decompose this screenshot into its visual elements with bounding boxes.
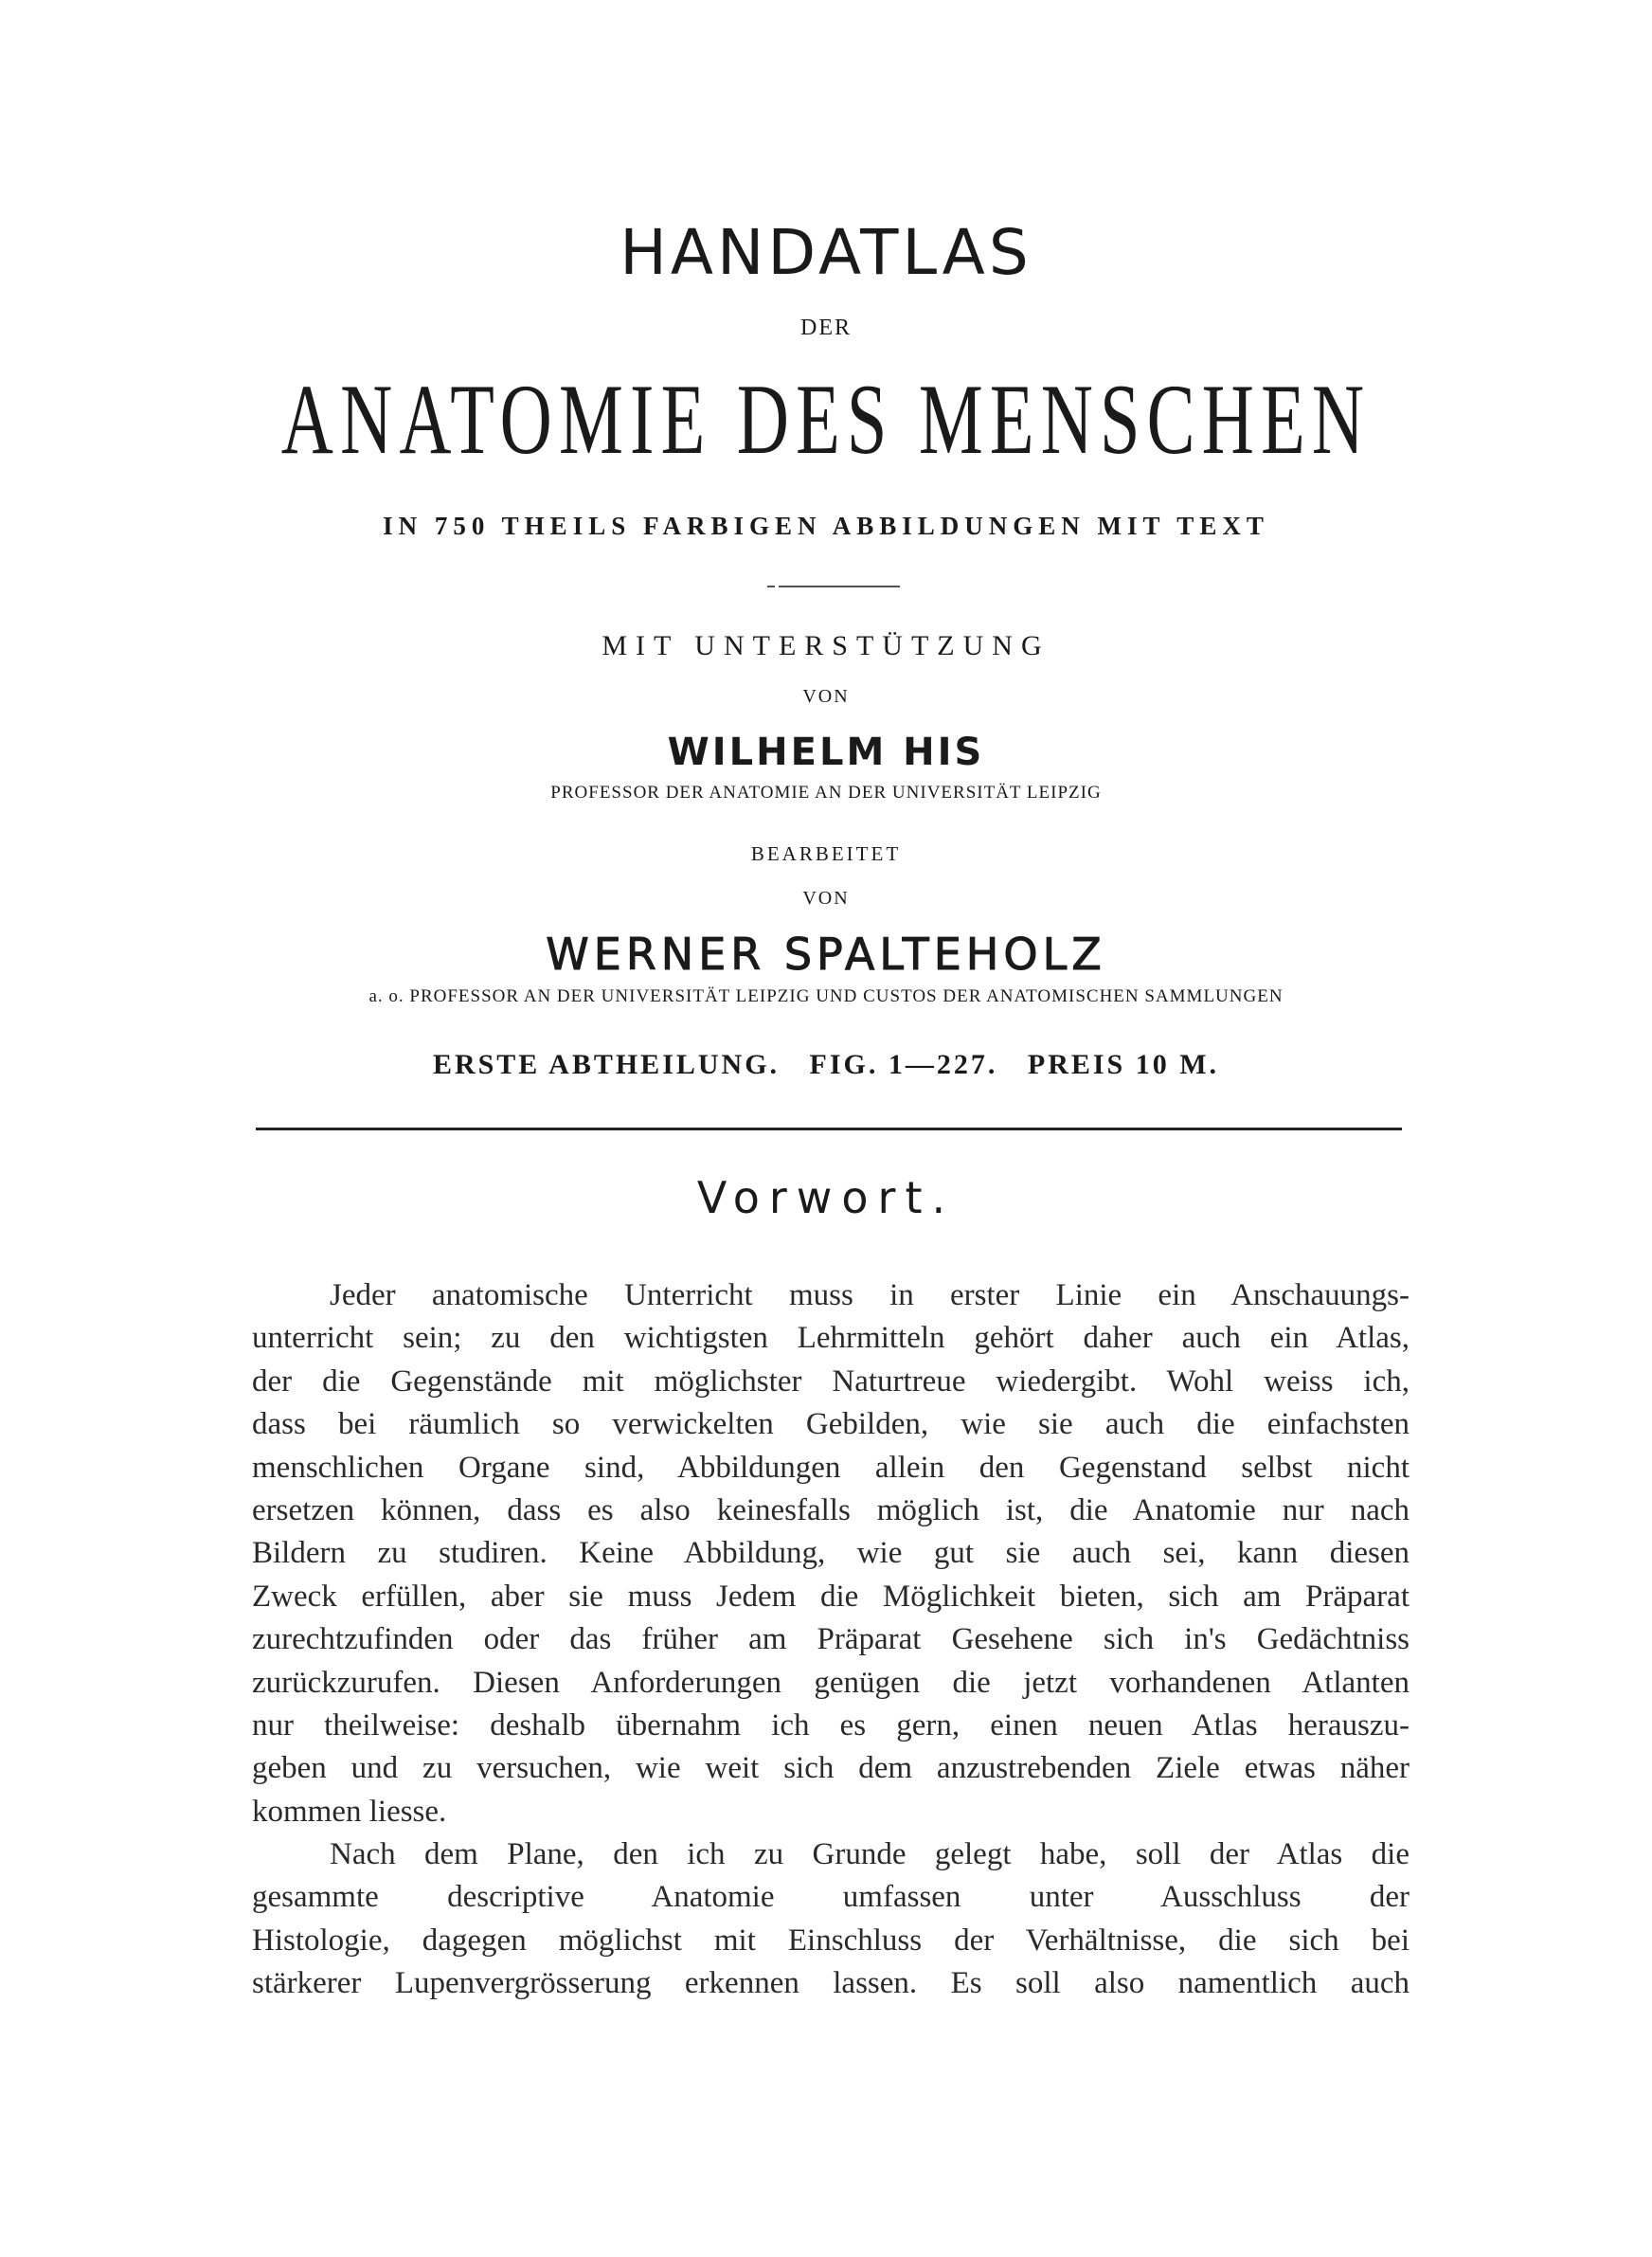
short-divider-dash <box>767 586 775 587</box>
von-label-2: VON <box>802 888 850 909</box>
author-his: WILHELM HIS <box>667 731 985 774</box>
subtitle: IN 750 THEILS FARBIGEN ABBILDUNGEN MIT TEXT <box>383 512 1269 540</box>
text-line: ersetzen können, dass es also keinesfalls möglich ist, die Anatomie nur nach <box>252 1492 1410 1527</box>
text-line: Nach dem Plane, den ich zu Grunde gelegt habe, soll der Atlas die <box>330 1837 1410 1871</box>
text-line: gesammte descriptive Anatomie umfassen unter Ausschluss der <box>252 1880 1410 1915</box>
text-line: Zweck erfüllen, aber sie muss Jedem die Möglichkeit bieten, sich am Präparat <box>252 1579 1410 1614</box>
text-line: unterricht sein; zu den wichtigsten Lehrmitteln gehört daher auch ein Atlas, <box>252 1321 1410 1356</box>
preface-heading: Vorwort. <box>696 1172 956 1223</box>
text-line: Histologie, dagegen möglichst mit Einschluss der Verhältnisse, die sich bei <box>252 1923 1410 1958</box>
main-title: ANATOMIE DES MENSCHEN <box>280 364 1372 475</box>
text-line: dass bei räumlich so verwickelten Gebilden, wie sie auch die einfachsten <box>252 1407 1410 1442</box>
text-line: zurückzurufen. Diesen Anforderungen genügen die jetzt vorhandenen Atlanten <box>252 1665 1410 1700</box>
bearbeitet-label: BEARBEITET <box>750 842 902 865</box>
text-line: menschlichen Organe sind, Abbildungen allein den Gegenstand selbst nicht <box>252 1450 1410 1485</box>
author-his-affiliation: PROFESSOR DER ANATOMIE AN DER UNIVERSITÄT LEIPZIG <box>550 783 1102 803</box>
text-line: Jeder anatomische Unterricht muss in erster Linie ein Anschauungs- <box>330 1278 1410 1312</box>
title-der: DER <box>800 316 852 340</box>
edition-line: ERSTE ABTHEILUNG. FIG. 1—227. PREIS 10 M. <box>432 1049 1220 1080</box>
section-divider <box>256 1128 1402 1130</box>
preface-paragraph-1 <box>252 1274 1410 1833</box>
support-line: MIT UNTERSTÜTZUNG <box>602 630 1050 661</box>
short-divider <box>779 586 900 587</box>
text-line: nur theilweise: deshalb übernahm ich es gern, einen neuen Atlas herauszu- <box>252 1707 1410 1742</box>
text-line: der die Gegenstände mit möglichster Naturtreue wiedergibt. Wohl weiss ich, <box>252 1363 1410 1399</box>
text-line: Bildern zu studiren. Keine Abbildung, wie gut sie auch sei, kann diesen <box>252 1536 1410 1571</box>
author-spalteholz: WERNER SPALTEHOLZ <box>546 929 1106 980</box>
von-label-1: VON <box>802 686 850 707</box>
author-spalteholz-affiliation: a. o. PROFESSOR AN DER UNIVERSITÄT LEIPZIG UND CUSTOS DER ANATOMISCHEN SAMMLUNGEN <box>368 986 1284 1006</box>
title-handatlas: HANDATLAS <box>620 216 1032 289</box>
preface-paragraph-2 <box>252 1833 1410 2006</box>
text-line: zurechtzufinden oder das früher am Präparat Gesehene sich in's Gedächtniss <box>252 1622 1410 1657</box>
text-line: geben und zu versuchen, wie weit sich dem anzustrebenden Ziele etwas näher <box>252 1751 1410 1786</box>
text-line: kommen liesse. <box>252 1794 447 1829</box>
text-line: stärkerer Lupenvergrösserung erkennen lassen. Es soll also namentlich auch <box>252 1966 1410 2001</box>
